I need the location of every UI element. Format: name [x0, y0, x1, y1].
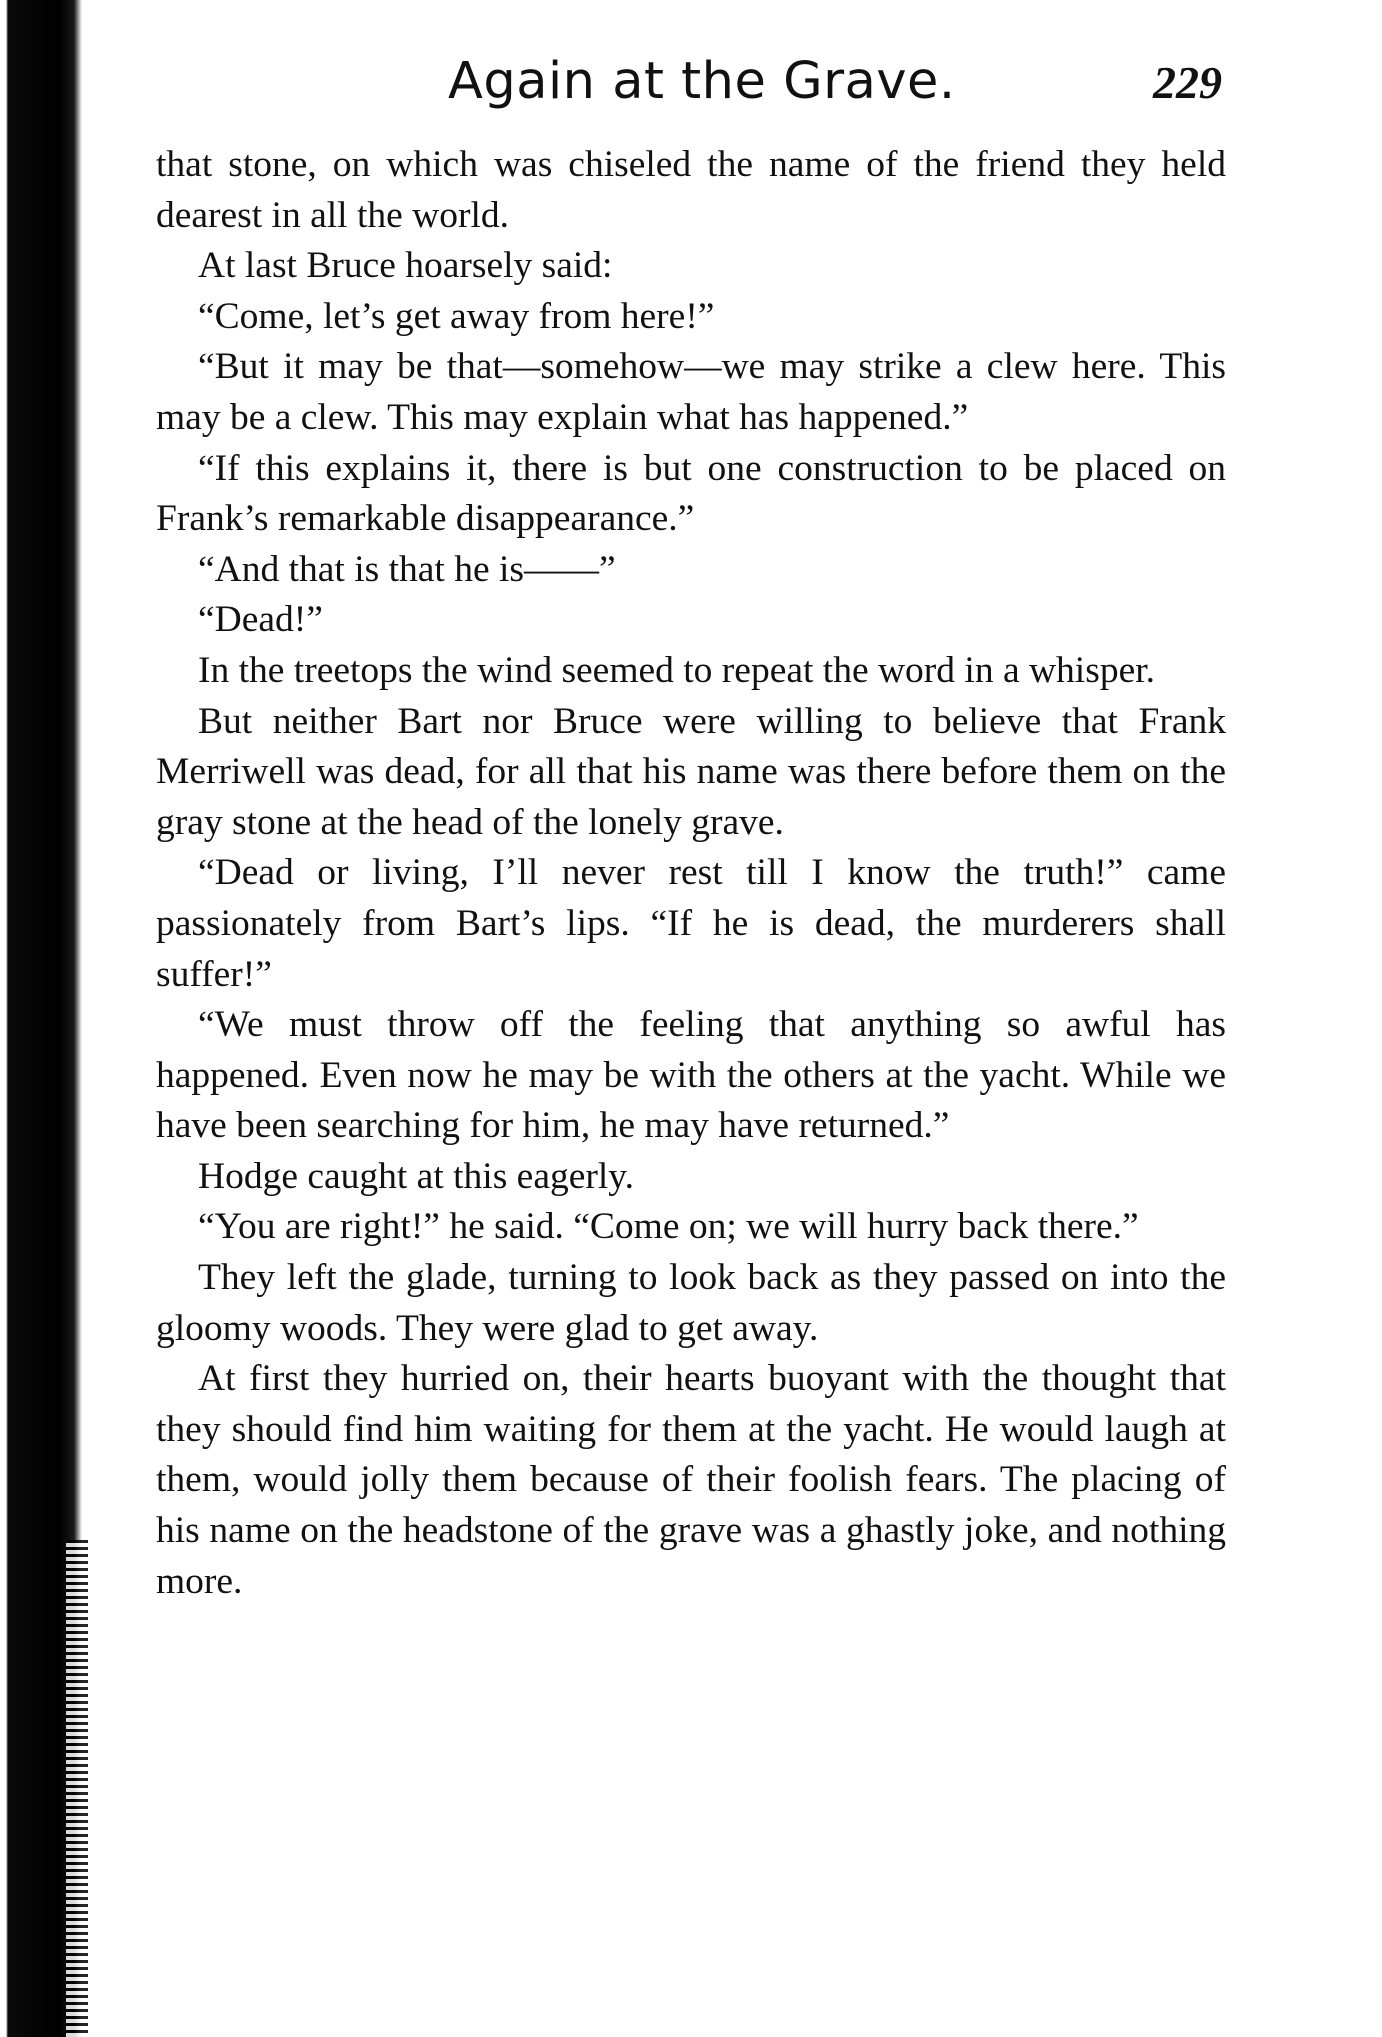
paragraph: Hodge caught at this eagerly. — [198, 1155, 634, 1197]
paragraph: “But it may be that—somehow—we may strike a clew here. This may be a clew. This may explain what has happened.” — [156, 346, 1226, 438]
running-head: Again at the Grave. — [448, 52, 956, 111]
paragraph: “Dead!” — [198, 599, 323, 641]
paragraph: “We must throw off the feeling that anything so awful has happened. Even now he may be with the others at the yacht. While we have been searching for him, he may have returned.” — [156, 1004, 1226, 1147]
page-number: 229 — [1153, 57, 1222, 108]
paragraph: that stone, on which was chiseled the name of the friend they held dearest in all the world. — [156, 144, 1226, 236]
book-spine-edge — [66, 1540, 88, 2037]
paragraph: “If this explains it, there is but one construction to be placed on Frank’s remarkable disappearance.” — [156, 447, 1226, 540]
paragraph: “You are right!” he said. “Come on; we will hurry back there.” — [198, 1206, 1139, 1248]
paragraph: At last Bruce hoarsely said: — [198, 245, 613, 287]
paragraph: But neither Bart nor Bruce were willing to believe that Frank Merriwell was dead, for all that his name was there before them on the gray stone at the head of the lonely grave. — [156, 700, 1226, 843]
page-header — [150, 52, 1230, 122]
paragraph: In the treetops the wind seemed to repeat the word in a whisper. — [198, 649, 1156, 691]
paragraph: “Dead or living, I’ll never rest till I know the truth!” came passionately from Bart’s lips. “If he is dead, the murderers shall suffer!” — [156, 852, 1226, 995]
paragraph: At first they hurried on, their hearts buoyant with the thought that they should find him waiting for them at the yacht. He would laugh at them, would jolly them because of their foolish fears. The placing of his name on the headstone of the grave was a ghastly joke, and nothing more. — [156, 1358, 1226, 1602]
paragraph: “Come, let’s get away from here!” — [198, 295, 715, 337]
body-text — [156, 140, 1226, 1607]
paragraph: “And that is that he is——” — [198, 548, 616, 590]
paragraph: They left the glade, turning to look back as they passed on into the gloomy woods. They were glad to get away. — [156, 1257, 1226, 1349]
